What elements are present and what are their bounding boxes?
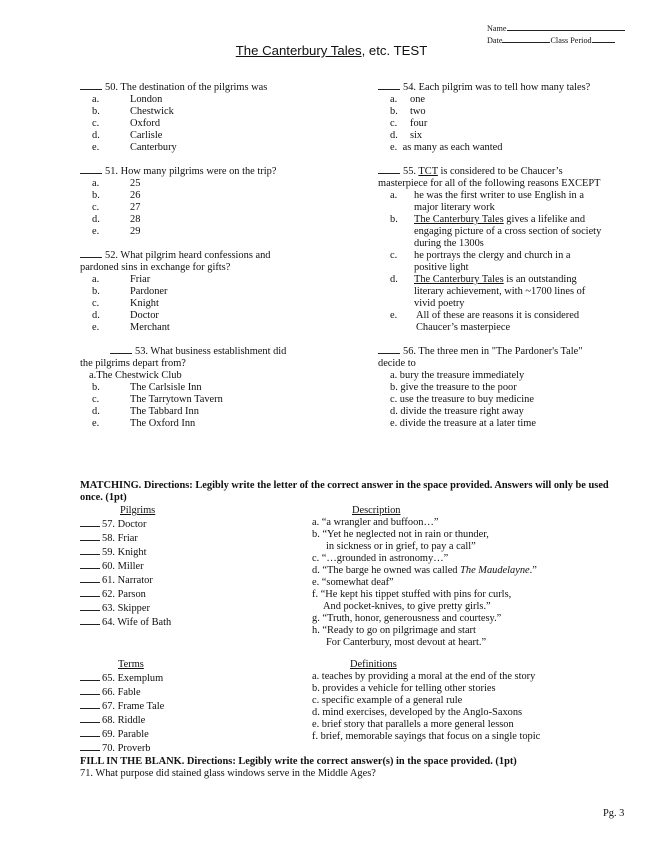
answer-blank[interactable] (80, 601, 100, 611)
definitions-list (312, 659, 540, 743)
page-number: Pg. 3 (603, 808, 625, 819)
name-line (487, 22, 625, 34)
title-rest: , etc. TEST (361, 43, 428, 58)
matching-directions: MATCHING. Directions: Legibly write the letter of the correct answer in the space provided. Answers will only be used once. (1pt) (80, 480, 609, 504)
description-item: a. “a wrangler and buffoon…” (312, 517, 439, 528)
definitions-header: Definitions (350, 659, 397, 670)
answer-blank[interactable] (80, 587, 100, 597)
name-field[interactable] (507, 22, 625, 31)
answer-blank-55[interactable] (378, 164, 400, 174)
answer-blank[interactable] (80, 699, 100, 709)
option: a. bury the treasure immediately (390, 370, 525, 381)
matching-item: 61. Narrator (80, 573, 171, 587)
answer-blank[interactable] (80, 741, 100, 751)
matching-item: 59. Knight (80, 545, 171, 559)
matching-item: 63. Skipper (80, 601, 171, 615)
matching-item: 58. Friar (80, 531, 171, 545)
answer-blank-53[interactable] (110, 344, 132, 354)
matching-item: 65. Exemplum (80, 671, 164, 685)
option: a. Friar (92, 274, 151, 285)
option: c. The Tarrytown Tavern (92, 394, 223, 405)
matching-item: 60. Miller (80, 559, 171, 573)
question-55: 55. TCT is considered to be Chaucer’s masterpiece for all of the following reasons EXCEPT a. he was the first writer to use English in a major literary work b. The Canterbury Tales gives a lifelike and engaging picture of a cross section of society during the 1300s c. he portrays the clergy and church in a positive light d. The Canterbury Tales is an outstanding literary achievement, with ~1700 lines of vivid poetry e. All of these are reasons it is considered Chaucer’s masterpiece (378, 166, 602, 333)
option: b. The Carlsisle Inn (92, 382, 202, 393)
matching-item: 67. Frame Tale (80, 699, 164, 713)
answer-blank[interactable] (80, 727, 100, 737)
question-52: 52. What pilgrim heard confessions and pardoned sins in exchange for gifts? a. Friar b. Pardoner c. Knight d. Doctor e. Merchant (80, 250, 271, 333)
class-period-label: Class Period (550, 36, 592, 45)
definition-item: a. teaches by providing a moral at the end of the story (312, 671, 536, 682)
option: d. The Canterbury Tales is an outstanding (390, 274, 577, 285)
pilgrims-header: Pilgrims (120, 505, 156, 516)
option: a. 25 (92, 178, 141, 189)
matching-item: 64. Wife of Bath (80, 615, 171, 629)
answer-blank[interactable] (80, 559, 100, 569)
option: a.The Chestwick Club (89, 370, 182, 381)
option: e. as many as each wanted (390, 142, 503, 153)
option: e. divide the treasure at a later time (390, 418, 536, 429)
option: d. Carlisle (92, 130, 163, 141)
answer-blank-52[interactable] (80, 248, 102, 258)
option: e. 29 (92, 226, 141, 237)
description-item: f. “He kept his tippet stuffed with pins for curls, (312, 589, 512, 600)
fill-blank-directions: FILL IN THE BLANK. Directions: Legibly write the correct answer(s) in the space provided. (1pt) (80, 756, 517, 767)
option: b. The Canterbury Tales gives a lifelike and (390, 214, 586, 225)
option: a. one (390, 94, 426, 105)
question-51: 51. How many pilgrims were on the trip? a. 25 b. 26 c. 27 d. 28 e. 29 (80, 164, 276, 238)
description-item: e. “somewhat deaf” (312, 577, 394, 588)
descriptions-list: Description a. “a wrangler and buffoon…” b. “Yet he neglected not in rain or thunder, in sickness or in grief, to pay a call” c. “…grounded in astronomy…” d. “The barge he owned was called The Maudelayne.” e. “somewhat deaf” f. “He kept his tippet stuffed with pins for curls, And pocket-knives, to give pretty girls.” g. “Truth, honor, generousness and courtesy.” h. “Ready to go on pilgrimage and start For Canterbury, most devout at heart.” (312, 505, 537, 648)
pilgrims-list (80, 505, 171, 629)
option: b. Pardoner (92, 286, 168, 297)
page-title (0, 43, 663, 58)
matching-item: 68. Riddle (80, 713, 164, 727)
date-label: Date (487, 36, 503, 45)
description-item: h. “Ready to go on pilgrimage and start (312, 625, 476, 636)
matching-item: 70. Proverb (80, 741, 164, 755)
definition-item: b. provides a vehicle for telling other stories (312, 683, 496, 694)
option: b. give the treasure to the poor (390, 382, 517, 393)
description-item: c. “…grounded in astronomy…” (312, 553, 449, 564)
answer-blank[interactable] (80, 685, 100, 695)
option: d. six (390, 130, 423, 141)
option: c. Oxford (92, 118, 161, 129)
name-label: Name (487, 24, 507, 33)
answer-blank[interactable] (80, 517, 100, 527)
answer-blank[interactable] (80, 615, 100, 625)
answer-blank[interactable] (80, 713, 100, 723)
option: e. The Oxford Inn (92, 418, 196, 429)
class-period-field[interactable] (592, 34, 615, 43)
terms-header: Terms (118, 659, 144, 670)
description-header: Description (352, 505, 401, 516)
option: e. All of these are reasons it is considered (390, 310, 580, 321)
question-53: 53. What business establishment did the pilgrims depart from? a.The Chestwick Club b. The Carlsisle Inn c. The Tarrytown Tavern d. The Tabbard Inn e. The Oxford Inn (80, 346, 287, 429)
question-54: 54. Each pilgrim was to tell how many tales? a. one b. two c. four d. six e. as many as each wanted (378, 80, 590, 154)
option: d. divide the treasure right away (390, 406, 524, 417)
option: a. London (92, 94, 163, 105)
question-56: 56. The three men in "The Pardoner's Tale" decide to a. bury the treasure immediately b. give the treasure to the poor c. use the treasure to buy medicine d. divide the treasure right away e. divide the treasure at a later time (378, 346, 583, 429)
answer-blank-56[interactable] (378, 344, 400, 354)
matching-item: 66. Fable (80, 685, 164, 699)
answer-blank[interactable] (80, 531, 100, 541)
answer-blank[interactable] (80, 671, 100, 681)
option: c. 27 (92, 202, 141, 213)
definition-item: e. brief story that parallels a more general lesson (312, 719, 514, 730)
option: c. Knight (92, 298, 159, 309)
question-71: 71. What purpose did stained glass windows serve in the Middle Ages? (80, 768, 376, 779)
answer-blank-51[interactable] (80, 164, 102, 174)
answer-blank-50[interactable] (80, 80, 102, 90)
definition-item: f. brief, memorable sayings that focus on a single topic (312, 731, 541, 742)
terms-list (80, 659, 164, 755)
description-item: d. “The barge he owned was called The Maudelayne.” (312, 565, 537, 576)
matching-item: 57. Doctor (80, 517, 171, 531)
option: d. Doctor (92, 310, 159, 321)
matching-item: 69. Parable (80, 727, 164, 741)
matching-item: 62. Parson (80, 587, 171, 601)
option: b. two (390, 106, 426, 117)
answer-blank-54[interactable] (378, 80, 400, 90)
answer-blank[interactable] (80, 545, 100, 555)
definition-item: c. specific example of a general rule (312, 695, 463, 706)
description-item: g. “Truth, honor, generousness and courtesy.” (312, 613, 502, 624)
option: b. 26 (92, 190, 141, 201)
option: c. he portrays the clergy and church in a (390, 250, 571, 261)
answer-blank[interactable] (80, 573, 100, 583)
option: e. Canterbury (92, 142, 177, 153)
option: c. use the treasure to buy medicine (390, 394, 534, 405)
option: e. Merchant (92, 322, 170, 333)
title-book: The Canterbury Tales (235, 43, 362, 58)
definition-item: d. mind exercises, developed by the Anglo-Saxons (312, 707, 523, 718)
option: b. Chestwick (92, 106, 174, 117)
option: a. he was the first writer to use English in a (390, 190, 584, 201)
question-50: 50. The destination of the pilgrims was a. London b. Chestwick c. Oxford d. Carlisle e. Canterbury (80, 80, 267, 154)
description-item: b. “Yet he neglected not in rain or thunder, (312, 529, 489, 540)
option: d. The Tabbard Inn (92, 406, 199, 417)
option: c. four (390, 118, 428, 129)
option: d. 28 (92, 214, 141, 225)
date-field[interactable] (502, 34, 550, 43)
